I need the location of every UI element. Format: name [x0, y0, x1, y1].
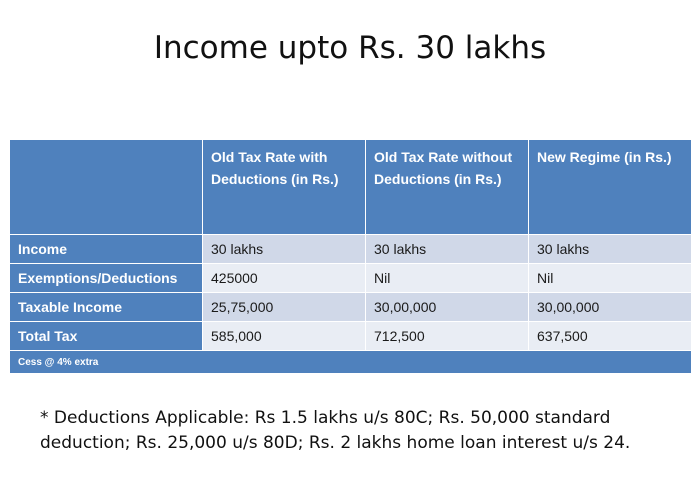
row-label-deductions: Exemptions/Deductions — [10, 264, 203, 293]
row-label-income: Income — [10, 235, 203, 264]
header-old-with-deductions: Old Tax Rate with Deductions (in Rs.) — [203, 140, 366, 235]
row-label-total-tax: Total Tax — [10, 322, 203, 351]
table-note-row — [10, 351, 692, 374]
table-cell: Nil — [529, 264, 692, 293]
table-row — [10, 235, 692, 264]
table-cell: 30,00,000 — [366, 293, 529, 322]
table-cell: 30,00,000 — [529, 293, 692, 322]
tax-comparison-table — [9, 139, 692, 374]
header-old-without-deductions: Old Tax Rate without Deductions (in Rs.) — [366, 140, 529, 235]
table-cell: 585,000 — [203, 322, 366, 351]
table-cell: 637,500 — [529, 322, 692, 351]
table-cell: 25,75,000 — [203, 293, 366, 322]
table-cell: 30 lakhs — [203, 235, 366, 264]
table-row — [10, 293, 692, 322]
header-new-regime: New Regime (in Rs.) — [529, 140, 692, 235]
table-row — [10, 264, 692, 293]
cess-note: Cess @ 4% extra — [10, 351, 692, 374]
row-label-taxable-income: Taxable Income — [10, 293, 203, 322]
table-cell: 30 lakhs — [366, 235, 529, 264]
table-cell: 712,500 — [366, 322, 529, 351]
table-cell: 30 lakhs — [529, 235, 692, 264]
table-row — [10, 322, 692, 351]
table-cell: Nil — [366, 264, 529, 293]
page-title: Income upto Rs. 30 lakhs — [153, 30, 547, 66]
deductions-footnote: * Deductions Applicable: Rs 1.5 lakhs u/s 80C; Rs. 50,000 standard deduction; Rs. 25,000 u/s 80D; Rs. 2 lakhs home loan interest u/s 24. — [40, 408, 631, 453]
header-cell-blank — [10, 140, 203, 235]
table-cell: 425000 — [203, 264, 366, 293]
table-header-row — [10, 140, 692, 235]
